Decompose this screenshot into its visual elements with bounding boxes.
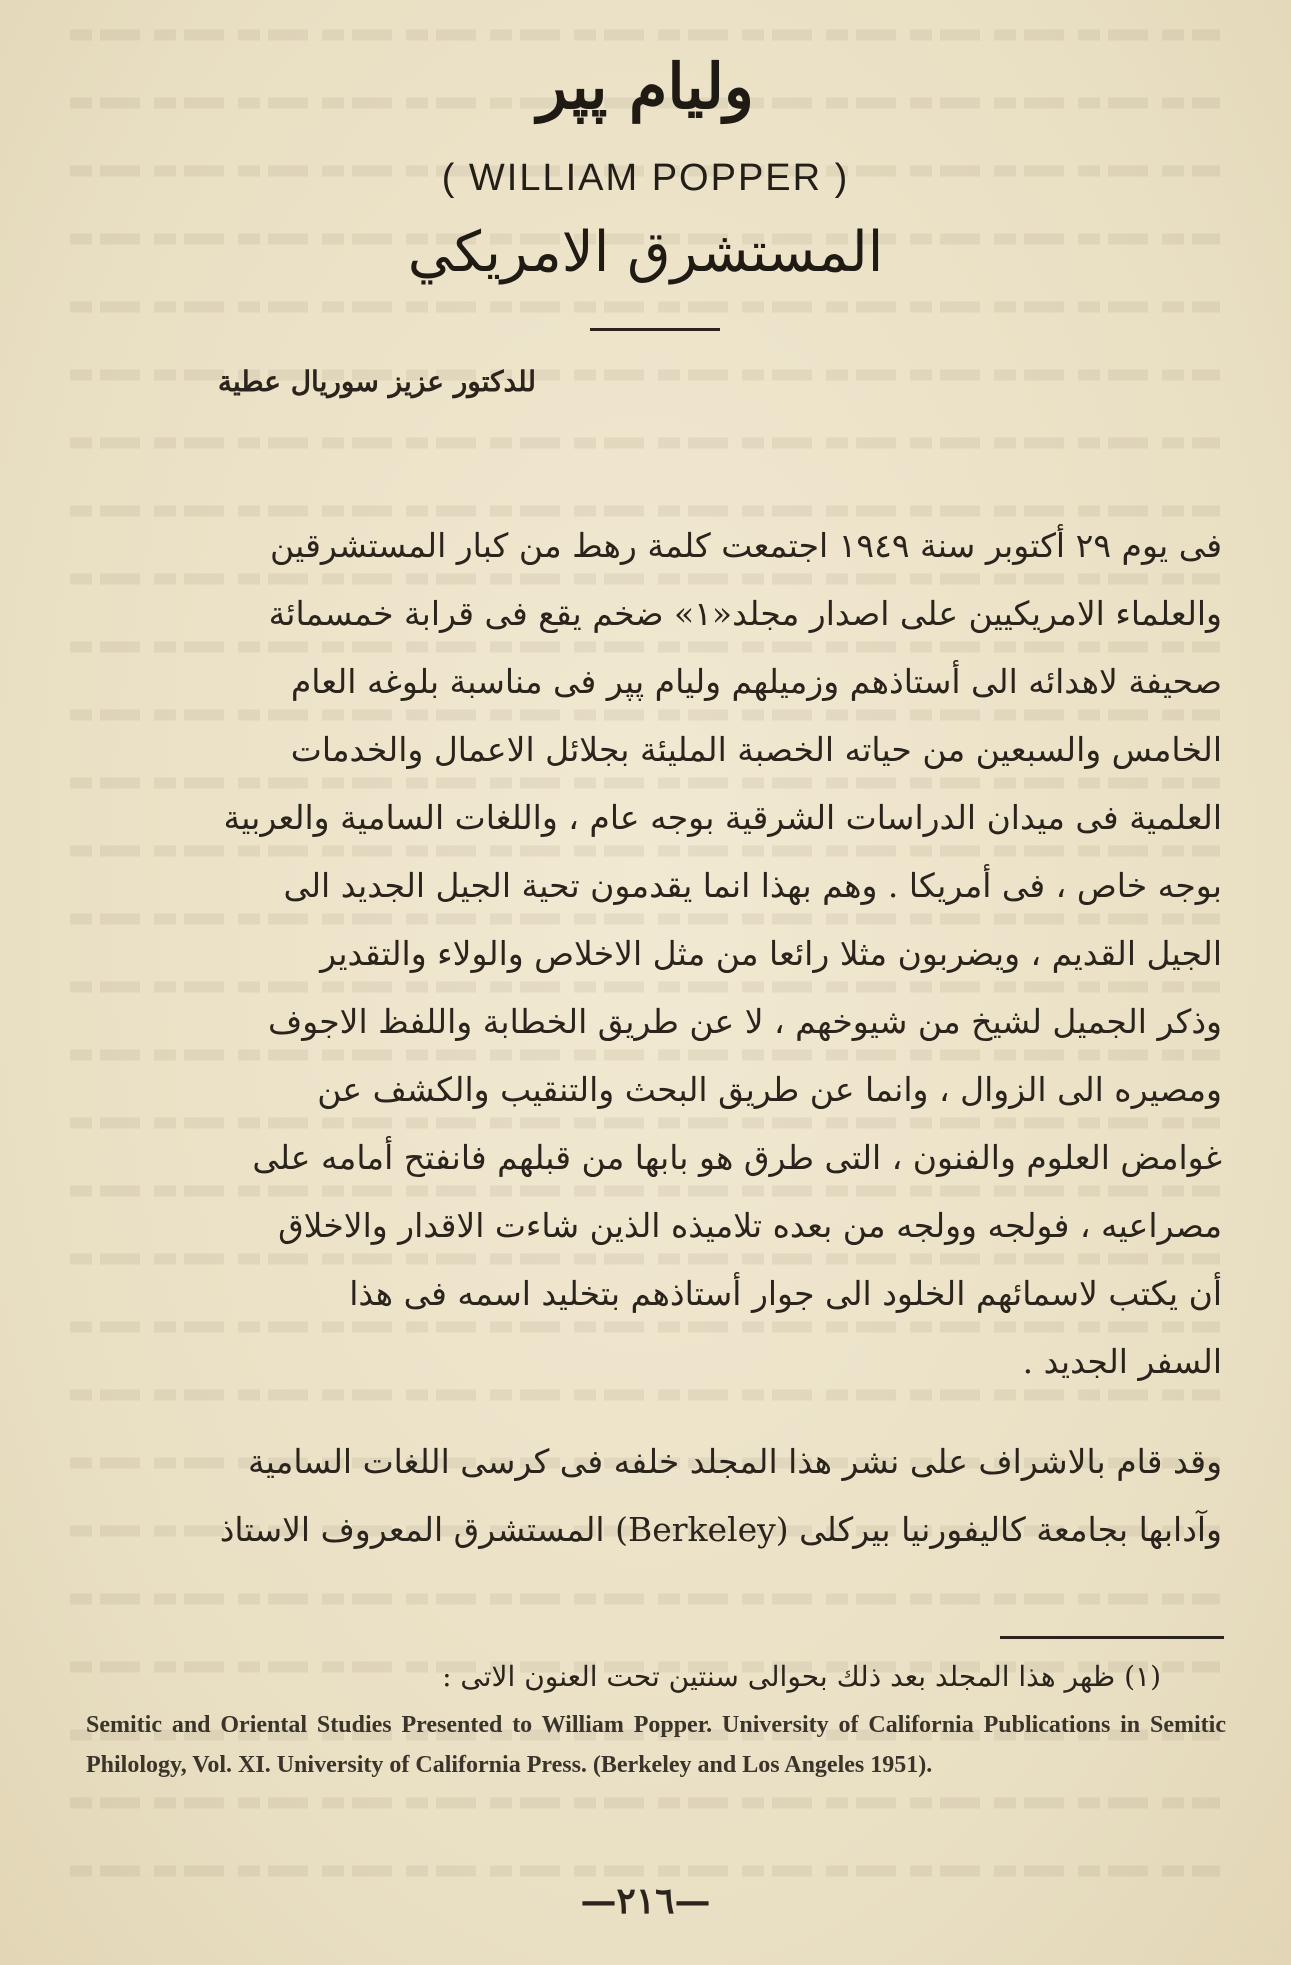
page-number: —٢١٦— <box>580 1880 711 1922</box>
article-subtitle: المستشرق الامريكي <box>407 220 884 285</box>
article-title-arabic: وليام پپر <box>537 50 754 123</box>
article-title-english: ( WILLIAM POPPER ) <box>441 157 850 199</box>
text-line: أن يكتب لاسمائهم الخلود الى جوار أستاذهم بتخليد اسمه فى هذا <box>349 1274 1222 1313</box>
text-line: ومصيره الى الزوال ، وانما عن طريق البحث والتنقيب والكشف عن <box>317 1070 1222 1109</box>
title-divider <box>590 328 720 331</box>
footnote-divider <box>1000 1636 1224 1639</box>
text-line: غوامض العلوم والفنون ، التى طرق هو بابها من قبلهم فانفتح أمامه على <box>252 1138 1222 1177</box>
text-line: السفر الجديد . <box>1022 1342 1222 1381</box>
text-line: وآدابها بجامعة كاليفورنيا بيركلى (Berkeley) المستشرق المعروف الاستاذ <box>219 1510 1222 1549</box>
text-line: الجيل القديم ، ويضربون مثلا رائعا من مثل الاخلاص والولاء والتقدير <box>320 934 1222 973</box>
footnote-citation: Semitic and Oriental Studies Presented to William Popper. University of California Publications in Semitic Philology, Vol. XI. University of California Press. (Berkeley and Los Angeles 1951). <box>86 1712 1226 1778</box>
text-line: بوجه خاص ، فى أمريكا . وهم بهذا انما يقدمون تحية الجيل الجديد الى <box>283 866 1222 905</box>
text-line: الخامس والسبعين من حياته الخصبة المليئة بجلائل الاعمال والخدمات <box>290 730 1222 769</box>
paragraph-2 <box>82 1428 1222 1564</box>
author-byline: للدكتور عزيز سوريال عطية <box>217 365 536 398</box>
text-line: مصراعيه ، فولجه وولجه من بعده تلاميذه الذين شاءت الاقدار والاخلاق <box>278 1206 1222 1245</box>
text-line: صحيفة لاهدائه الى أستاذهم وزميلهم وليام پپر فى مناسبة بلوغه العام <box>290 662 1222 701</box>
text-line: فى يوم ٢٩ أكتوبر سنة ١٩٤٩ اجتمعت كلمة رهط من كبار المستشرقين <box>270 526 1222 565</box>
text-line: والعلماء الامريكيين على اصدار مجلد«١» ضخم يقع فى قرابة خمسمائة <box>268 594 1222 633</box>
text-line: وذكر الجميل لشيخ من شيوخهم ، لا عن طريق الخطابة واللفظ الاجوف <box>267 1002 1222 1041</box>
footnote-arabic: (١) ظهر هذا المجلد بعد ذلك بحوالى سنتين تحت العنون الاتى : <box>442 1660 1161 1693</box>
text-line: العلمية فى ميدان الدراسات الشرقية بوجه عام ، واللغات السامية والعربية <box>223 798 1222 837</box>
text-line: وقد قام بالاشراف على نشر هذا المجلد خلفه فى كرسى اللغات السامية <box>248 1442 1222 1481</box>
paragraph-1 <box>82 512 1222 1396</box>
